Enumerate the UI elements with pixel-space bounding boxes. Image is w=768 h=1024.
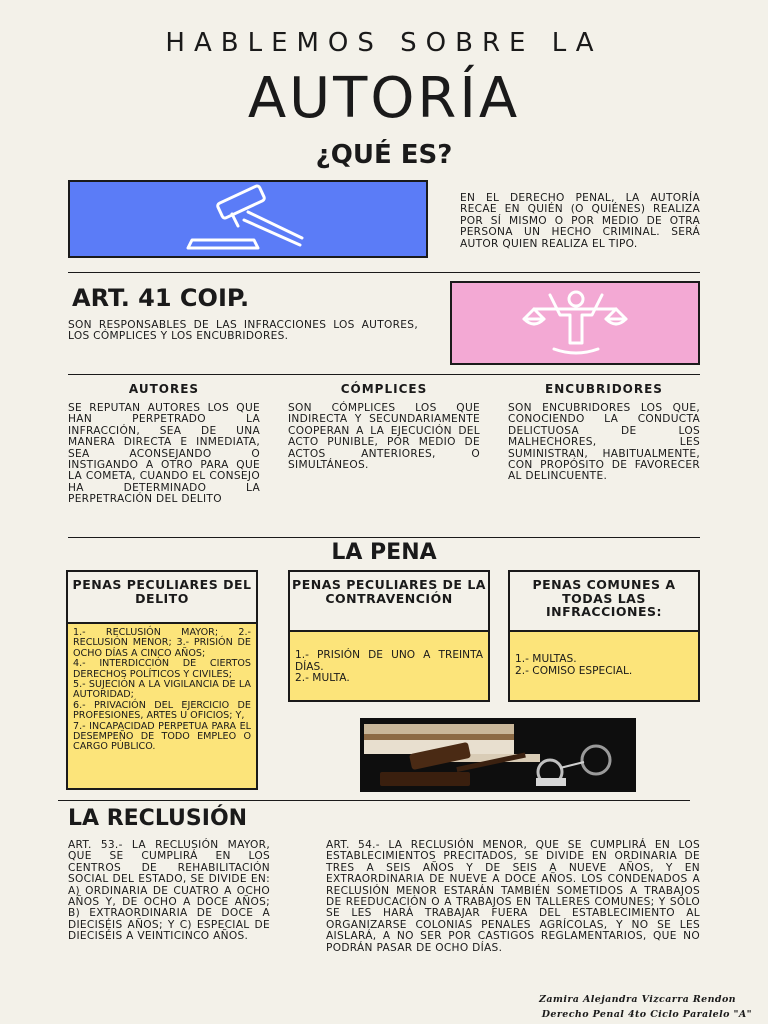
reclusion-art53: ART. 53.- LA RECLUSIÓN MAYOR, QUE SE CUMPLIRÁ EN LOS CENTROS DE REHABILITACIÓN SOCIAL DEL ESTADO, SE DIVIDE EN: A) ORDINARIA DE CUATRO A OCHO AÑOS Y, DE OCHO A DOCE AÑOS; B) EXTRAORDINARIA DE DOCE A DIECISÉIS AÑOS; Y C) ESPECIAL DE DIECISÉIS A VEINTICINCO AÑOS.: [68, 839, 270, 943]
pena-box-body: [66, 622, 258, 790]
gavel-box: [68, 180, 428, 258]
column-title-complices: CÓMPLICES: [340, 382, 428, 396]
pena-item: 1.- RECLUSIÓN MAYOR; 2.- RECLUSIÓN MENOR; 3.- PRISIÓN DE OCHO DÍAS A CINCO AÑOS;: [73, 627, 251, 659]
pena-item: 5.- SUJECIÓN A LA VIGILANCIA DE LA AUTORIDAD;: [73, 679, 251, 701]
scales-box: [450, 281, 700, 365]
pena-box-title: [508, 570, 700, 632]
divider: [68, 272, 700, 273]
pena-item: 4.- INTERDICCIÓN DE CIERTOS DERECHOS POLÍTICOS Y CIVILES;: [73, 658, 251, 680]
column-text-autores: SE REPUTAN AUTORES LOS QUE HAN PERPETRADO LA INFRACCIÓN, SEA DE UNA MANERA DIRECTA E INMEDIATA, SEA ACONSEJANDO O INSTIGANDO A OTRO PARA QUE LA COMETA, CUANDO EL CONSEJO HA DETERMINADO LA PERPETRACIÓN DEL DELITO: [68, 402, 260, 506]
column-title-autores: AUTORES: [128, 382, 200, 396]
column-title-encubridores: ENCUBRIDORES: [545, 382, 663, 396]
header-kicker: HABLEMOS SOBRE LA: [165, 28, 603, 58]
gavel-icon: [68, 180, 428, 258]
author-name: Zamira Alejandra Vizcarra Rendon: [538, 994, 736, 1005]
art41-heading: ART. 41 COIP.: [72, 284, 250, 312]
divider: [58, 800, 690, 801]
pena-box-body: [508, 630, 700, 702]
pena-item: 1.- MULTAS.: [515, 653, 577, 665]
que-es-text: EN EL DERECHO PENAL, LA AUTORÍA RECAE EN QUIÉN (O QUIÉNES) REALIZA POR SÍ MISMO O POR MEDIO DE OTRA PERSONA UN HECHO CRIMINAL. SERÁ AUTOR QUIEN REALIZA EL TIPO.: [460, 192, 700, 250]
pena-heading: LA PENA: [331, 540, 437, 565]
justice-scales-person-icon: [450, 281, 700, 365]
divider: [68, 537, 700, 538]
pena-box-title: [288, 570, 490, 632]
pena-item: 6.- PRIVACIÓN DEL EJERCICIO DE PROFESIONES, ARTES U OFICIOS; Y,: [73, 699, 251, 722]
course-info: Derecho Penal 4to Ciclo Paralelo "A": [541, 1009, 752, 1020]
reclusion-heading: LA RECLUSIÓN: [68, 806, 248, 831]
pena-item: 7.- INCAPACIDAD PERPETUA PARA EL DESEMPEÑO DE TODO EMPLEO O CARGO PÚBLICO.: [73, 720, 251, 753]
pena-item: 2.- COMISO ESPECIAL.: [515, 664, 633, 677]
pena-box-title-text: PENAS PECULIARES DEL DELITO: [72, 577, 252, 606]
pena-box-title-text: PENAS COMUNES A TODAS LAS INFRACCIONES:: [532, 577, 676, 619]
gavel-handcuffs-photo: [360, 718, 636, 792]
pena-item: 1.- PRISIÓN DE UNO A TREINTA DÍAS.: [295, 649, 483, 673]
pena-box-title: [66, 570, 258, 624]
column-text-complices: SON CÓMPLICES LOS QUE INDIRECTA Y SECUNDARIAMENTE COOPERAN A LA EJECUCIÓN DEL ACTO PUNIBLE, POR MEDIO DE ACTOS ANTERIORES, O SIMULTÁNEOS.: [288, 402, 480, 472]
photo-illustration: [360, 718, 636, 792]
page-title: AUTORÍA: [247, 66, 521, 131]
divider: [68, 374, 700, 375]
column-text-encubridores: SON ENCUBRIDORES LOS QUE, CONOCIENDO LA CONDUCTA DELICTUOSA DE LOS MALHECHORES, LES SUMINISTRAN, HABITUALMENTE, CON PROPÓSITO DE FAVORECER AL DELINCUENTE.: [508, 402, 700, 483]
art41-text: SON RESPONSABLES DE LAS INFRACCIONES LOS AUTORES, LOS CÓMPLICES Y LOS ENCUBRIDORES.: [68, 319, 418, 343]
que-es-heading: ¿QUÉ ES?: [315, 140, 453, 170]
pena-box-body: [288, 630, 490, 702]
reclusion-art54: ART. 54.- LA RECLUSIÓN MENOR, QUE SE CUMPLIRÁ EN LOS ESTABLECIMIENTOS PRECITADOS, SE DIVIDE EN ORDINARIA DE TRES A SEIS AÑOS Y DE SEIS A NUEVE AÑOS, Y EN EXTRAORDINARIA DE NUEVE A DOCE AÑOS. LOS CONDENADOS A RECLUSIÓN MENOR ESTARÁN TAMBIÉN SOMETIDOS A TRABAJOS DE REEDUCACIÓN O A TRABAJOS EN TALLERES COMUNES; Y SOLO SE LES HARÁ TRABAJAR FUERA DEL ESTABLECIMIENTO AL ORGANIZARSE COLONIAS PENALES AGRÍCOLAS, Y NO SE LES AISLARÁ, A NO SER POR CASTIGOS REGLAMENTARIOS, QUE NO PODRÁN PASAR DE OCHO DÍAS.: [326, 839, 700, 954]
pena-box-title-text: PENAS PECULIARES DE LA CONTRAVENCIÓN: [292, 577, 486, 606]
pena-item: 2.- MULTA.: [295, 672, 350, 685]
